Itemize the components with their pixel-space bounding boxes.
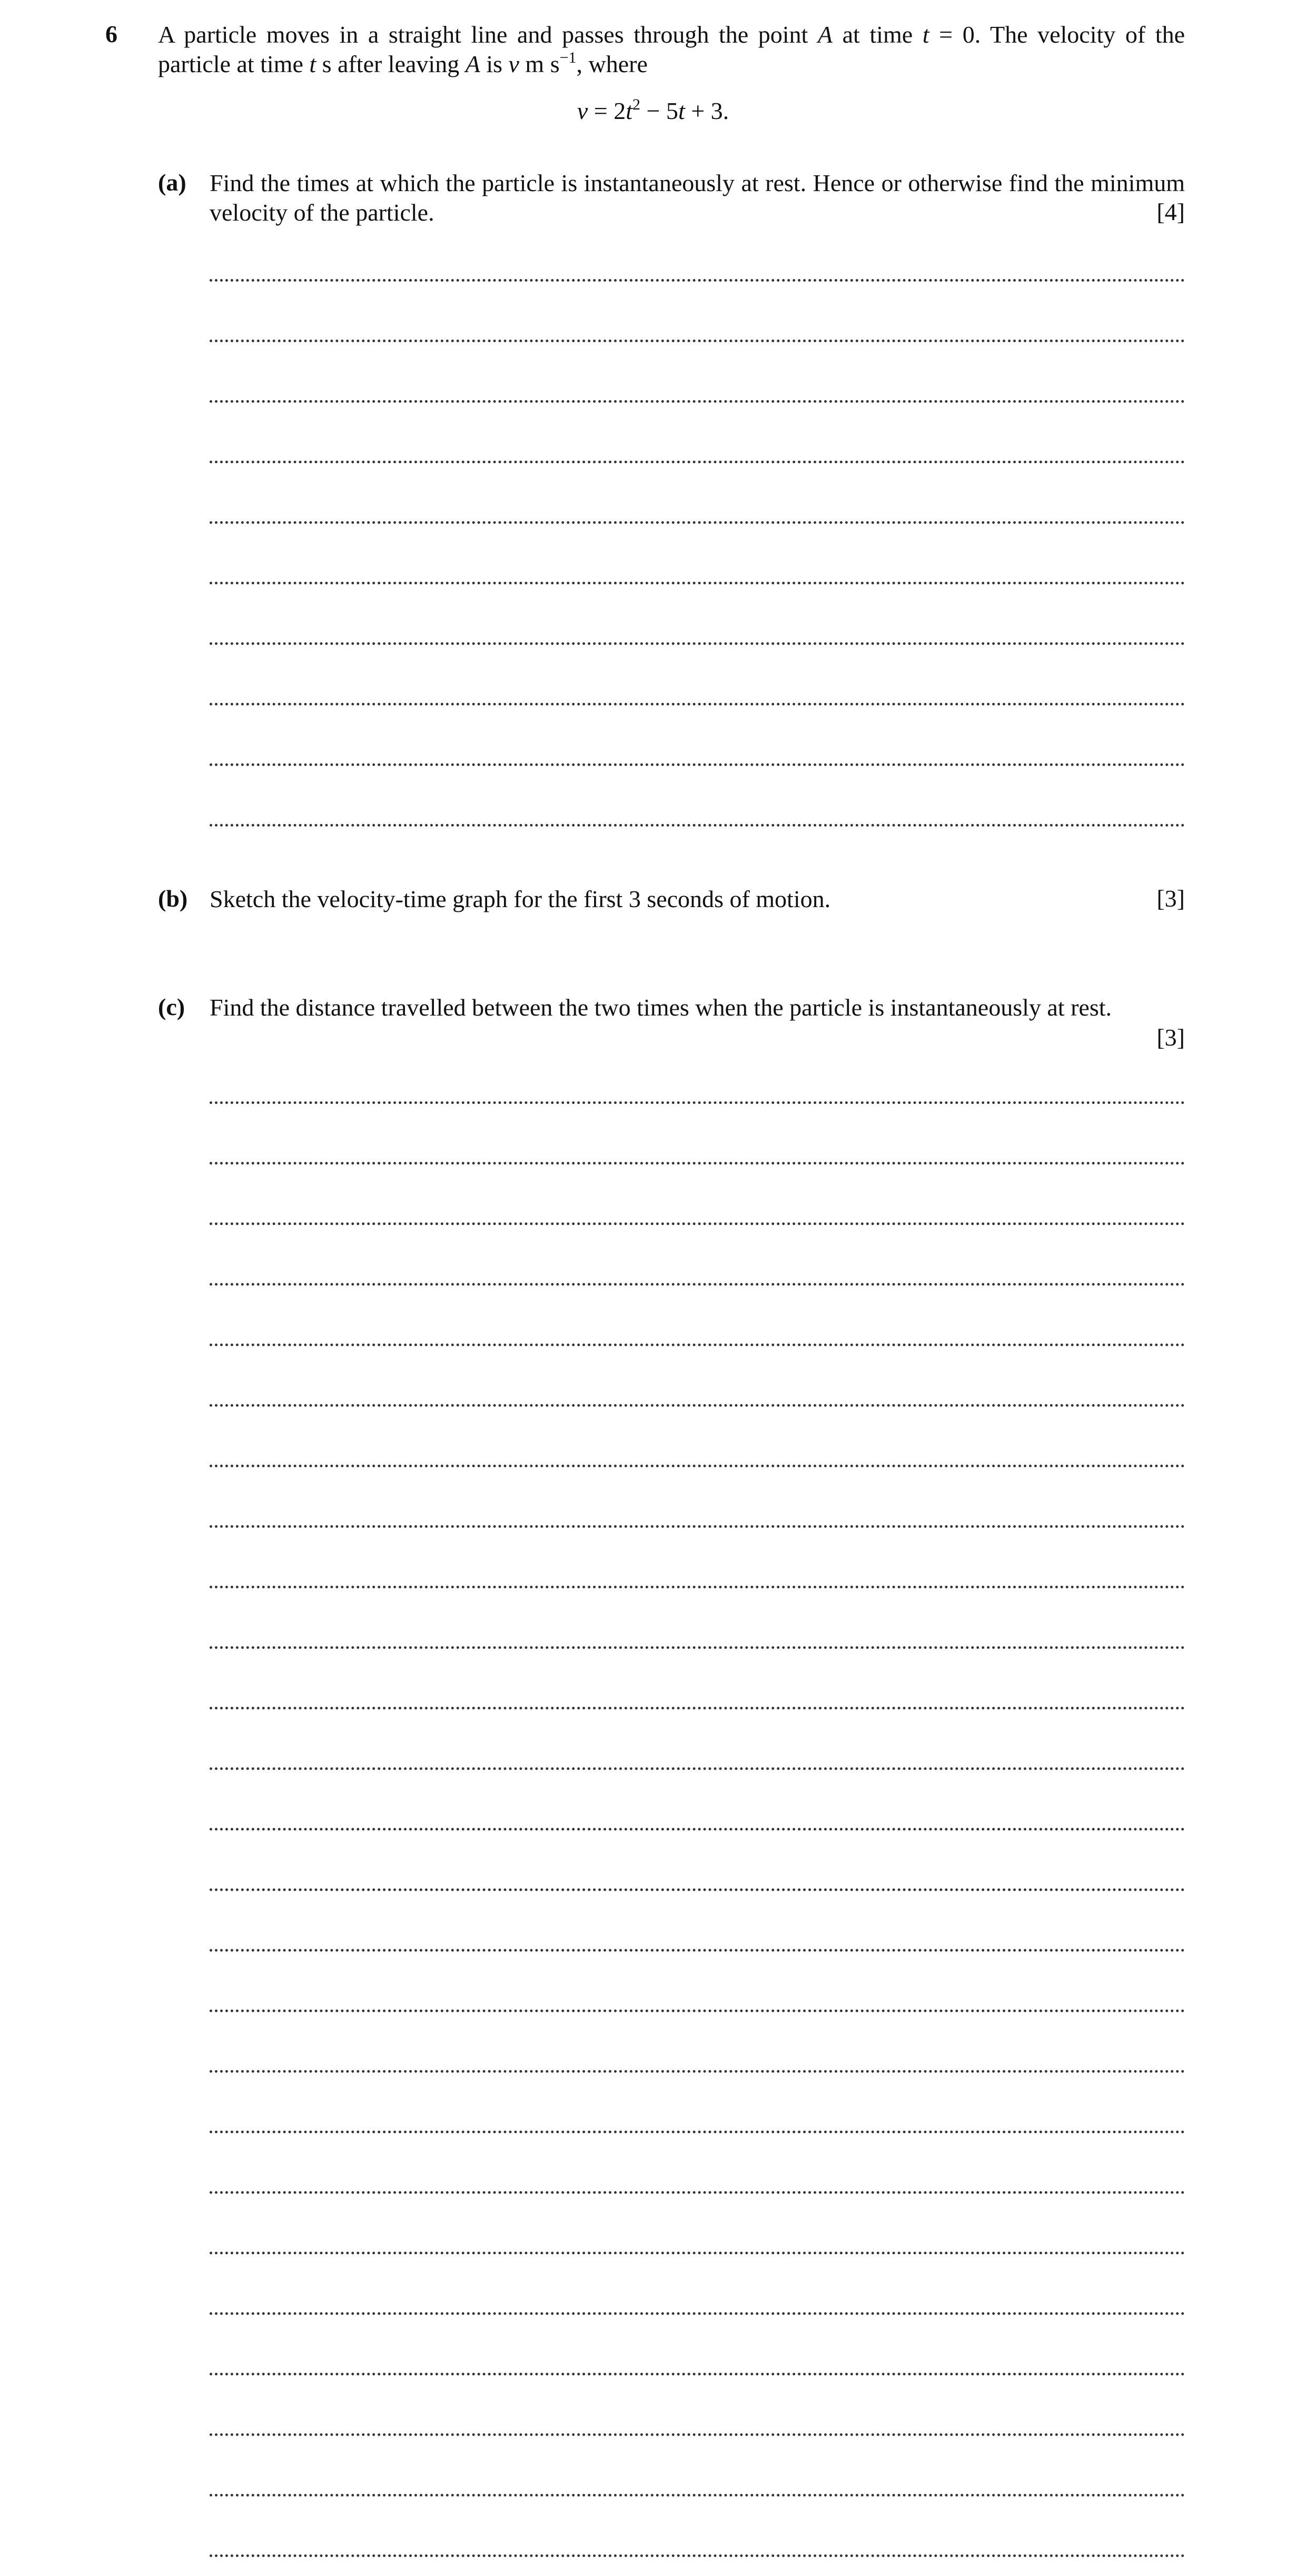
answer-line[interactable] xyxy=(210,1162,1185,1165)
answer-line[interactable] xyxy=(210,1586,1185,1588)
answer-line[interactable] xyxy=(210,1525,1185,1528)
part-c-marks: [3] xyxy=(1156,1024,1185,1051)
part-a-marks: [4] xyxy=(1156,198,1185,225)
answer-line[interactable] xyxy=(210,279,1185,282)
answer-line[interactable] xyxy=(210,1222,1185,1225)
answer-line[interactable] xyxy=(210,2554,1185,2557)
answer-line[interactable] xyxy=(210,2312,1185,2315)
part-b-label: (b) xyxy=(158,885,188,912)
answer-line[interactable] xyxy=(210,1707,1185,1709)
answer-line[interactable] xyxy=(210,1888,1185,1891)
part-a-label: (a) xyxy=(158,169,186,196)
answer-line[interactable] xyxy=(210,2070,1185,2073)
part-c-label: (c) xyxy=(158,993,185,1020)
answer-line[interactable] xyxy=(210,2433,1185,2436)
answer-line[interactable] xyxy=(210,1465,1185,1467)
answer-line[interactable] xyxy=(210,400,1185,403)
answer-line[interactable] xyxy=(210,340,1185,342)
answer-line[interactable] xyxy=(210,703,1185,705)
answer-line[interactable] xyxy=(210,2191,1185,2194)
answer-line[interactable] xyxy=(210,2010,1185,2012)
part-a-text: Find the times at which the particle is instantaneously at rest. Hence or otherwise find the minimum velocity of the particle. xyxy=(210,170,1185,226)
answer-line[interactable] xyxy=(210,1767,1185,1770)
answer-line[interactable] xyxy=(210,824,1185,827)
question-number: 6 xyxy=(105,21,117,47)
answer-line[interactable] xyxy=(210,582,1185,584)
part-b-marks: [3] xyxy=(1156,885,1185,912)
answer-line[interactable] xyxy=(210,1101,1185,1104)
answer-line[interactable] xyxy=(210,1949,1185,1952)
answer-line[interactable] xyxy=(210,1344,1185,1346)
answer-line[interactable] xyxy=(210,2373,1185,2375)
answer-line[interactable] xyxy=(210,1283,1185,1286)
answer-line[interactable] xyxy=(210,1828,1185,1831)
answer-line[interactable] xyxy=(210,2494,1185,2497)
part-c-text: Find the distance travelled between the two times when the particle is instantaneously at rest. xyxy=(210,994,1112,1021)
question-stem: A particle moves in a straight line and passes through the point A at time t = 0. The velocity of the particle at time t s after leaving A is v m $s^{-1}$, where xyxy=(158,21,1185,77)
answer-line[interactable] xyxy=(210,2131,1185,2133)
answer-line[interactable] xyxy=(210,642,1185,645)
velocity-equation: $v = 2t^2 - 5t + 3$. xyxy=(577,96,729,124)
answer-line[interactable] xyxy=(210,461,1185,463)
answer-line[interactable] xyxy=(210,1404,1185,1407)
answer-line[interactable] xyxy=(210,2252,1185,2254)
answer-line[interactable] xyxy=(210,763,1185,766)
answer-line[interactable] xyxy=(210,521,1185,524)
part-b-text: Sketch the velocity-time graph for the first 3 seconds of motion. xyxy=(210,886,831,912)
answer-line[interactable] xyxy=(210,1646,1185,1649)
